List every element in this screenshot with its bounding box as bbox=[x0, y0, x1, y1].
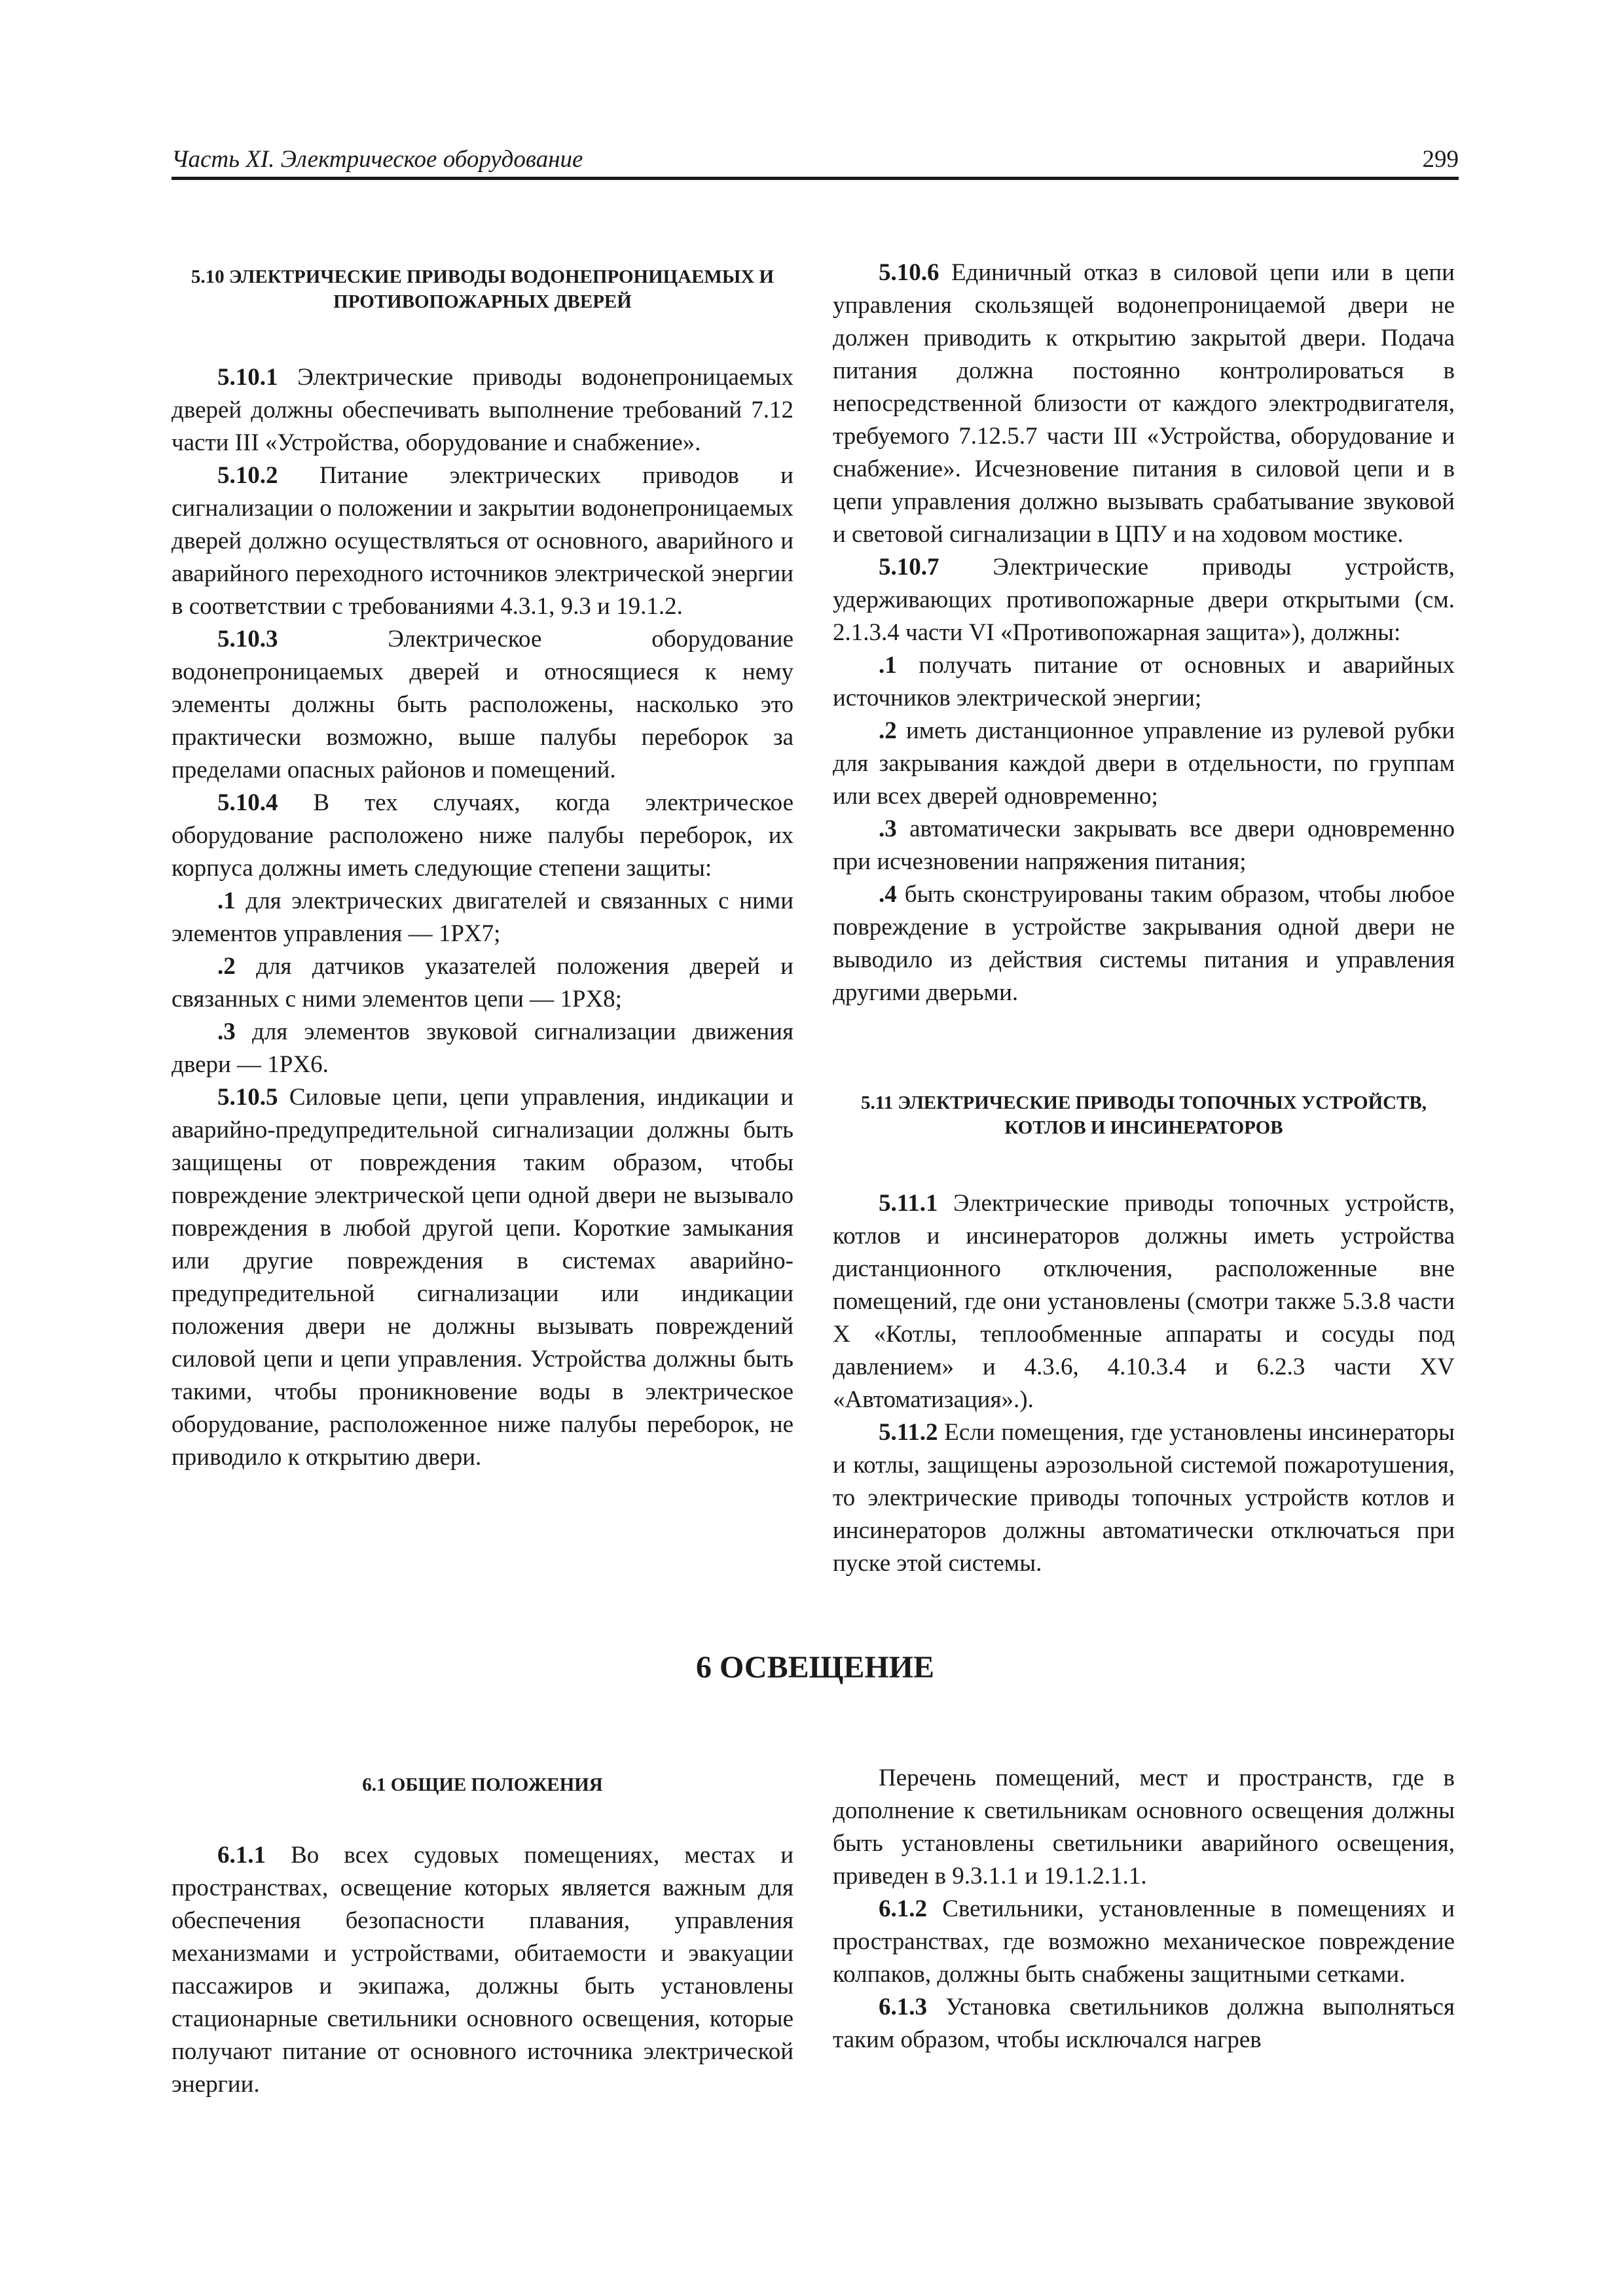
paragraph bbox=[833, 257, 1455, 551]
list-number: .2 bbox=[217, 953, 236, 980]
paragraph-text: Светильники, установленные в помещениях и пространствах, где возможно механическое повреждение колпаков, должны быть снабжены защитными сетками. bbox=[833, 1895, 1455, 1988]
paragraph-text: Во всех судовых помещениях, местах и пространствах, освещение которых является важным для обеспечения безопасности плавания, управления механизмами и устройствами, обитаемости и эвакуации пассажиров и экипажа, должны быть установлены стационарные светильники основного освещения, которые получают питание от основного источника электрической энергии. bbox=[172, 1842, 793, 2098]
left-column-top bbox=[172, 264, 793, 1474]
paragraph-text: Установка светильников должна выполняться таким образом, чтобы исключался нагрев bbox=[833, 1994, 1455, 2053]
list-text: для электрических двигателей и связанных с ними элементов управления — 1PX7; bbox=[172, 888, 793, 947]
right-column-bottom bbox=[833, 1762, 1455, 2056]
paragraph bbox=[172, 787, 793, 885]
paragraph bbox=[833, 551, 1455, 649]
list-item bbox=[172, 950, 793, 1016]
paragraph-number: 5.11.2 bbox=[879, 1419, 938, 1446]
paragraph-text: Электрические приводы водонепроницаемых дверей должны обеспечивать выполнение требований 7.12 части III «Устройства, оборудование и снабжение». bbox=[172, 364, 793, 456]
paragraph-number: 6.1.3 bbox=[879, 1994, 927, 2020]
chapter-title: 6 ОСВЕЩЕНИЕ bbox=[695, 1650, 935, 1685]
list-item bbox=[833, 649, 1455, 715]
section-title-5-10: 5.10 ЭЛЕКТРИЧЕСКИЕ ПРИВОДЫ ВОДОНЕПРОНИЦАЕМЫХ И ПРОТИВОПОЖАРНЫХ ДВЕРЕЙ bbox=[191, 266, 775, 312]
running-title: Часть XI. Электрическое оборудование bbox=[172, 146, 583, 173]
paragraph-text: Электрические приводы топочных устройств, котлов и инсинераторов должны иметь устройства дистанционного отключения, расположенные вне помещений, где они установлены (смотри также 5.3.8 части X «Котлы, теплообменные аппараты и сосуды под давлением» и 4.3.6, 4.10.3.4 и 6.2.3 части XV «Автоматизация».). bbox=[833, 1190, 1455, 1413]
list-item bbox=[172, 1016, 793, 1081]
paragraph-number: 5.10.1 bbox=[217, 364, 278, 391]
paragraph-number: 5.10.2 bbox=[217, 462, 278, 489]
paragraph bbox=[833, 1187, 1455, 1416]
section-title-6-1: 6.1 ОБЩИЕ ПОЛОЖЕНИЯ bbox=[362, 1774, 603, 1795]
paragraph-text: Силовые цепи, цепи управления, индикации и аварийно-предупредительной сигнализации должны быть защищены от повреждения таким образом, чтобы повреждение электрической цепи одной двери не вызывало повреждения в любой другой цепи. Короткие замыкания или другие повреждения в системах аварийно-предупредительной сигнализации или индикации положения двери не должны вызывать повреждений силовой цепи и цепи управления. Устройства должны быть такими, чтобы проникновение воды в электрическое оборудование, расположенное ниже палубы переборок, не приводило к открытию двери. bbox=[172, 1084, 793, 1471]
paragraph bbox=[172, 623, 793, 787]
list-item bbox=[833, 878, 1455, 1009]
list-number: .3 bbox=[217, 1018, 236, 1045]
list-number: .1 bbox=[879, 652, 897, 679]
list-number: .1 bbox=[217, 888, 236, 914]
paragraph-number: 6.1.2 bbox=[879, 1895, 927, 1922]
list-text: получать питание от основных и аварийных источников электрической энергии; bbox=[833, 652, 1455, 711]
paragraph-number: 5.10.6 bbox=[879, 259, 939, 286]
left-column-bottom bbox=[172, 1772, 793, 2101]
list-text: быть сконструированы таким образом, чтобы любое повреждение в устройстве закрывания одной двери не выводило из действия системы питания и управления другими дверьми. bbox=[833, 881, 1455, 1006]
paragraph-text: Питание электрических приводов и сигнализации о положении и закрытии водонепроницаемых дверей должно осуществляться от основного, аварийного и аварийного переходного источников электрической энергии в соответствии с требованиями 4.3.1, 9.3 и 19.1.2. bbox=[172, 462, 793, 620]
paragraph bbox=[833, 1991, 1455, 2056]
paragraph-text: Если помещения, где установлены инсинераторы и котлы, защищены аэрозольной системой пожаротушения, то электрические приводы топочных устройств котлов и инсинераторов должны автоматически отключаться при пуске этой системы. bbox=[833, 1419, 1455, 1577]
paragraph-text: Электрическое оборудование водонепроницаемых дверей и относящиеся к нему элементы должны быть расположены, насколько это практически возможно, выше палубы переборок за пределами опасных районов и помещений. bbox=[172, 626, 793, 783]
paragraph-number: 5.10.4 bbox=[217, 789, 278, 816]
paragraph-text: Единичный отказ в силовой цепи или в цепи управления скользящей водонепроницаемой двери не должен приводить к открытию закрытой двери. Подача питания должна постоянно контролироваться в непосредственной близости от каждого электродвигателя, требуемого 7.12.5.7 части III «Устройства, оборудование и снабжение». Исчезновение питания в силовой цепи и в цепи управления должно вызывать срабатывание звуковой и световой сигнализации в ЦПУ и на ходовом мостике. bbox=[833, 259, 1455, 548]
paragraph-number: 5.11.1 bbox=[879, 1190, 938, 1217]
list-text: иметь дистанционное управление из рулевой рубки для закрывания каждой двери в отдельности, по группам или всех дверей одновременно; bbox=[833, 717, 1455, 810]
paragraph-number: 6.1.1 bbox=[217, 1842, 266, 1869]
paragraph bbox=[833, 1893, 1455, 1991]
right-column-top bbox=[833, 257, 1455, 1580]
list-text: для элементов звуковой сигнализации движения двери — 1PX6. bbox=[172, 1018, 793, 1078]
paragraph bbox=[833, 1416, 1455, 1580]
paragraph-text: В тех случаях, когда электрическое оборудование расположено ниже палубы переборок, их корпуса должны иметь следующие степени защиты: bbox=[172, 789, 793, 882]
list-number: .4 bbox=[879, 881, 897, 908]
paragraph-number: 5.10.5 bbox=[217, 1084, 278, 1111]
paragraph-number: 5.10.7 bbox=[879, 554, 939, 581]
paragraph bbox=[172, 361, 793, 459]
section-title-5-11: 5.11 ЭЛЕКТРИЧЕСКИЕ ПРИВОДЫ ТОПОЧНЫХ УСТРОЙСТВ, КОТЛОВ И ИНСИНЕРАТОРОВ bbox=[860, 1092, 1427, 1138]
list-item bbox=[833, 813, 1455, 878]
paragraph-number: 5.10.3 bbox=[217, 626, 278, 653]
header-rule bbox=[172, 177, 1459, 180]
list-number: .2 bbox=[879, 717, 897, 744]
paragraph bbox=[172, 1839, 793, 2101]
list-text: для датчиков указателей положения дверей и связанных с ними элементов цепи — 1PX8; bbox=[172, 953, 793, 1013]
list-number: .3 bbox=[879, 816, 897, 842]
paragraph bbox=[172, 1081, 793, 1474]
list-text: автоматически закрывать все двери одновременно при исчезновении напряжения питания; bbox=[833, 816, 1455, 875]
page-number: 299 bbox=[1422, 146, 1459, 173]
paragraph-text: Электрические приводы устройств, удерживающих противопожарные двери открытыми (см. 2.1.3.4 части VI «Противопожарная защита»), должны: bbox=[833, 554, 1455, 646]
paragraph bbox=[172, 459, 793, 623]
paragraph: Перечень помещений, мест и пространств, где в дополнение к светильникам основного освещения должны быть установлены светильники аварийного освещения, приведен в 9.3.1.1 и 19.1.2.1.1. bbox=[833, 1765, 1455, 1890]
list-item bbox=[833, 715, 1455, 813]
list-item bbox=[172, 885, 793, 950]
